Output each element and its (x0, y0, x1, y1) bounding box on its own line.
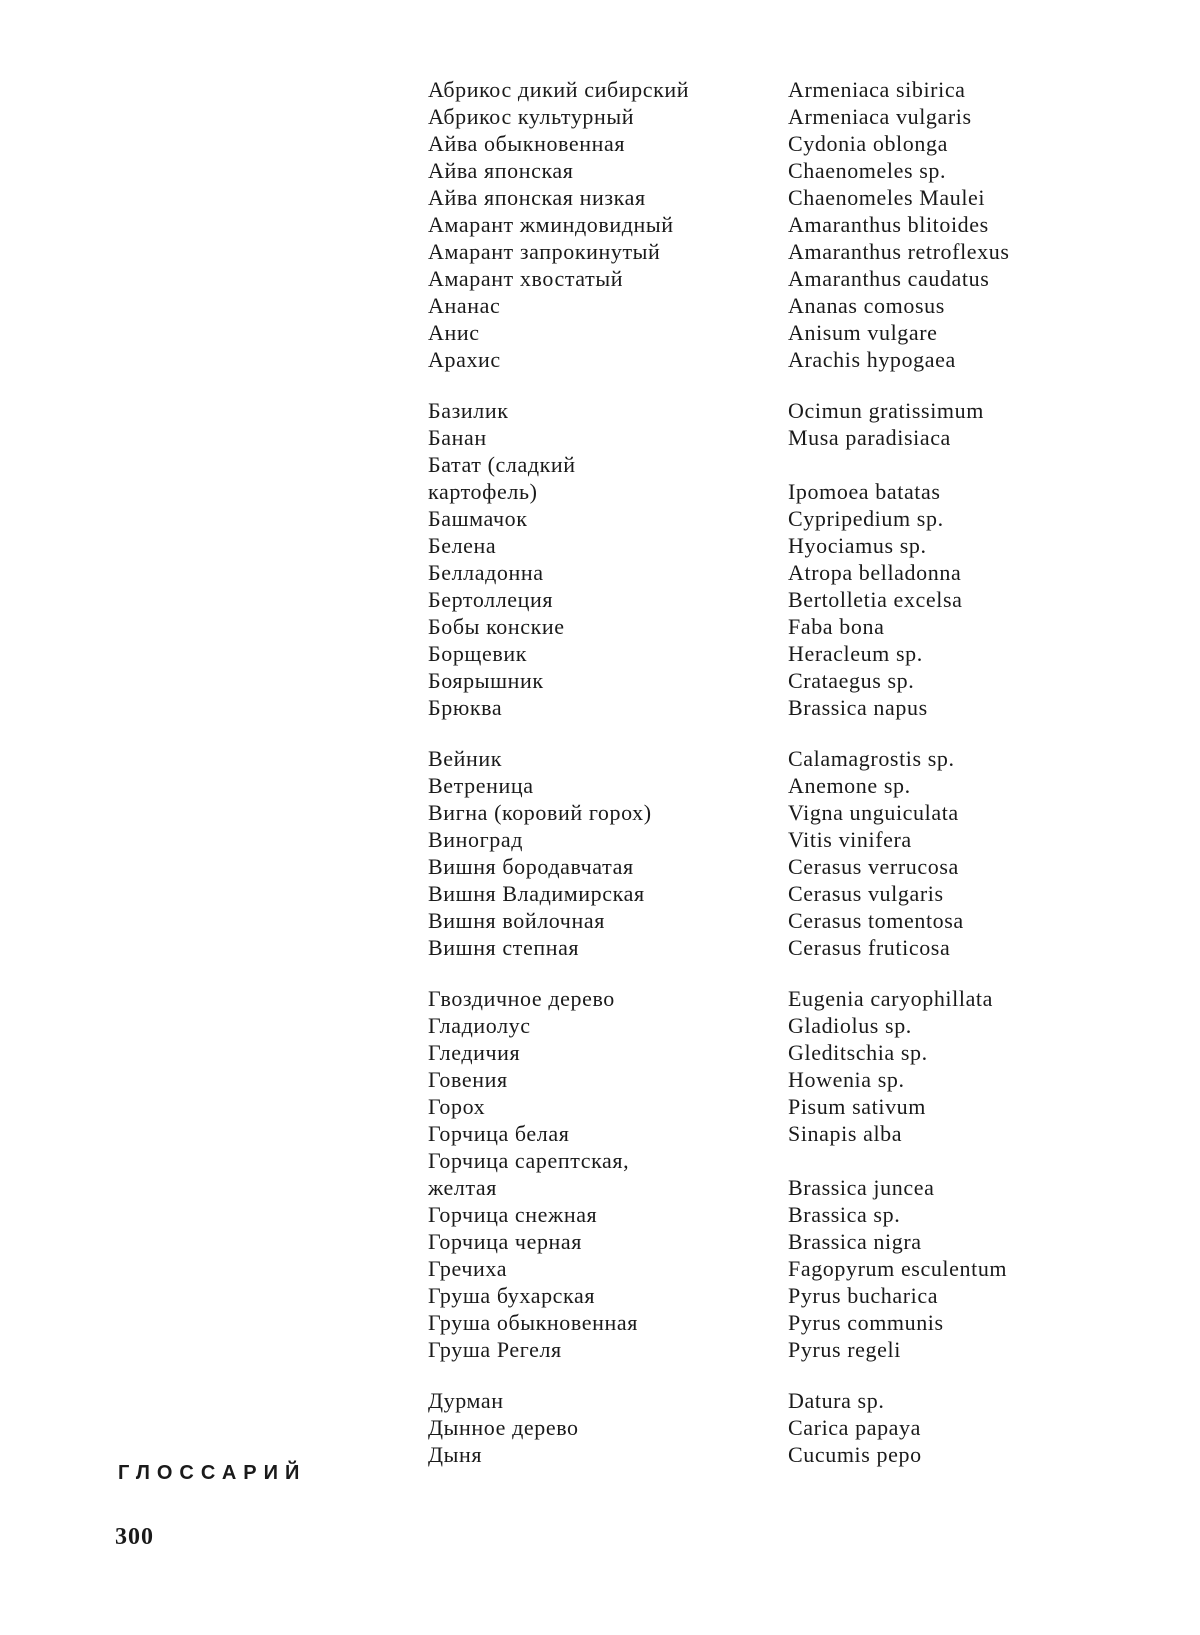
russian-name: Вишня Владимирская (428, 881, 645, 906)
glossary-entry (428, 799, 1128, 826)
glossary-group (428, 985, 1128, 1363)
latin-name: Anemone sp. (788, 773, 911, 798)
latin-name: Armeniaca vulgaris (788, 104, 972, 129)
russian-name: Вейник (428, 746, 503, 771)
glossary-entry (428, 853, 1128, 880)
glossary-entry (428, 346, 1128, 373)
latin-name: Ananas comosus (788, 293, 945, 318)
russian-name: Бертоллеция (428, 587, 554, 612)
glossary-entry (428, 424, 1128, 451)
glossary-entry (428, 1174, 1128, 1201)
latin-name: Pisum sativum (788, 1094, 926, 1119)
glossary-entry (428, 103, 1128, 130)
glossary-entry (428, 1012, 1128, 1039)
russian-name: Абрикос дикий сибирский (428, 77, 690, 102)
glossary-entry (428, 1039, 1128, 1066)
russian-name: Гладиолус (428, 1013, 531, 1038)
russian-name: Бобы конские (428, 614, 565, 639)
glossary-entry (428, 1147, 1128, 1174)
glossary-entry (428, 640, 1128, 667)
latin-name: Heracleum sp. (788, 641, 923, 666)
russian-name: Гречиха (428, 1256, 508, 1281)
glossary-entry (428, 1414, 1128, 1441)
glossary-entry (428, 532, 1128, 559)
russian-name: Горчица черная (428, 1229, 582, 1254)
glossary-list (428, 76, 1128, 1492)
latin-name: Vigna unguiculata (788, 800, 959, 825)
russian-name: Айва японская (428, 158, 574, 183)
latin-name: Anisum vulgare (788, 320, 938, 345)
latin-name: Cydonia oblonga (788, 131, 948, 156)
russian-name: Гвоздичное дерево (428, 986, 615, 1011)
latin-name: Carica papaya (788, 1415, 922, 1440)
latin-name: Brassica nigra (788, 1229, 922, 1254)
latin-name: Datura sp. (788, 1388, 885, 1413)
latin-name: Gladiolus sp. (788, 1013, 912, 1038)
glossary-entry (428, 1066, 1128, 1093)
glossary-entry (428, 586, 1128, 613)
page-number: 300 (115, 1524, 154, 1550)
glossary-entry (428, 985, 1128, 1012)
russian-name: Дыня (428, 1442, 483, 1467)
latin-name: Howenia sp. (788, 1067, 905, 1092)
glossary-entry (428, 1282, 1128, 1309)
latin-name: Cucumis pepo (788, 1442, 922, 1467)
russian-name: Виноград (428, 827, 524, 852)
russian-name: Груша Регеля (428, 1337, 562, 1362)
russian-name: Батат (сладкий (428, 452, 576, 477)
latin-name: Cerasus verrucosa (788, 854, 959, 879)
glossary-group (428, 745, 1128, 961)
russian-name: Ветреница (428, 773, 534, 798)
latin-name: Cerasus tomentosa (788, 908, 964, 933)
latin-name: Vitis vinifera (788, 827, 912, 852)
glossary-entry (428, 478, 1128, 505)
latin-name: Gleditschia sp. (788, 1040, 928, 1065)
glossary-entry (428, 397, 1128, 424)
glossary-entry (428, 745, 1128, 772)
russian-name: Говения (428, 1067, 508, 1092)
russian-name: Гледичия (428, 1040, 521, 1065)
glossary-entry (428, 505, 1128, 532)
latin-name: Bertolletia excelsa (788, 587, 963, 612)
latin-name: Cerasus vulgaris (788, 881, 944, 906)
glossary-entry (428, 1093, 1128, 1120)
glossary-entry (428, 1387, 1128, 1414)
glossary-entry (428, 907, 1128, 934)
latin-name: Cypripedium sp. (788, 506, 944, 531)
russian-name: Базилик (428, 398, 509, 423)
latin-name: Brassica juncea (788, 1175, 935, 1200)
russian-name: Анис (428, 320, 480, 345)
latin-name: Calamagrostis sp. (788, 746, 955, 771)
glossary-entry (428, 1228, 1128, 1255)
glossary-entry (428, 1336, 1128, 1363)
latin-name: Chaenomeles Maulei (788, 185, 986, 210)
russian-name: Амарант запрокинутый (428, 239, 661, 264)
glossary-group (428, 1387, 1128, 1468)
russian-name: Горох (428, 1094, 486, 1119)
russian-name: Амарант хвостатый (428, 266, 624, 291)
latin-name: Faba bona (788, 614, 885, 639)
russian-name: Вишня бородавчатая (428, 854, 634, 879)
latin-name: Pyrus bucharica (788, 1283, 939, 1308)
russian-name: Арахис (428, 347, 501, 372)
glossary-entry (428, 772, 1128, 799)
russian-name: Вигна (коровий горох) (428, 800, 652, 825)
russian-name: Башмачок (428, 506, 528, 531)
glossary-entry (428, 694, 1128, 721)
glossary-entry (428, 76, 1128, 103)
latin-name: Musa paradisiaca (788, 425, 951, 450)
latin-name: Armeniaca sibirica (788, 77, 966, 102)
russian-name: Брюква (428, 695, 503, 720)
russian-name: Дурман (428, 1388, 504, 1413)
glossary-entry (428, 1255, 1128, 1282)
glossary-entry (428, 934, 1128, 961)
latin-name: Eugenia caryophillata (788, 986, 994, 1011)
glossary-entry (428, 184, 1128, 211)
latin-name: Amaranthus caudatus (788, 266, 990, 291)
glossary-entry (428, 451, 1128, 478)
glossary-entry (428, 613, 1128, 640)
latin-name: Hyociamus sp. (788, 533, 927, 558)
latin-name: Ocimun gratissimum (788, 398, 984, 423)
latin-name: Chaenomeles sp. (788, 158, 947, 183)
latin-name: Pyrus communis (788, 1310, 944, 1335)
russian-name: Белена (428, 533, 497, 558)
russian-name: Горчица сарептская, (428, 1148, 630, 1173)
russian-name: Айва обыкновенная (428, 131, 626, 156)
section-title: ГЛОССАРИЙ (118, 1462, 307, 1484)
glossary-entry (428, 1120, 1128, 1147)
russian-name: картофель) (428, 479, 538, 504)
glossary-entry (428, 1201, 1128, 1228)
russian-name: Груша бухарская (428, 1283, 596, 1308)
glossary-entry (428, 292, 1128, 319)
glossary-group (428, 397, 1128, 721)
glossary-entry (428, 667, 1128, 694)
latin-name: Pyrus regeli (788, 1337, 901, 1362)
russian-name: Ананас (428, 293, 501, 318)
latin-name: Brassica napus (788, 695, 928, 720)
glossary-entry (428, 880, 1128, 907)
russian-name: Вишня степная (428, 935, 580, 960)
russian-name: Горчица белая (428, 1121, 570, 1146)
glossary-entry (428, 211, 1128, 238)
russian-name: Белладонна (428, 560, 544, 585)
latin-name: Fagopyrum esculentum (788, 1256, 1008, 1281)
glossary-entry (428, 130, 1128, 157)
russian-name: Груша обыкновенная (428, 1310, 638, 1335)
russian-name: Айва японская низкая (428, 185, 646, 210)
glossary-group (428, 76, 1128, 373)
glossary-entry (428, 319, 1128, 346)
glossary-entry (428, 559, 1128, 586)
russian-name: Горчица снежная (428, 1202, 598, 1227)
glossary-entry (428, 826, 1128, 853)
latin-name: Atropa belladonna (788, 560, 962, 585)
russian-name: Боярышник (428, 668, 544, 693)
glossary-entry (428, 1309, 1128, 1336)
latin-name: Brassica sp. (788, 1202, 901, 1227)
russian-name: Абрикос культурный (428, 104, 635, 129)
latin-name: Arachis hypogaea (788, 347, 956, 372)
russian-name: Дынное дерево (428, 1415, 579, 1440)
latin-name: Amaranthus retroflexus (788, 239, 1010, 264)
latin-name: Sinapis alba (788, 1121, 903, 1146)
latin-name: Ipomoea batatas (788, 479, 941, 504)
russian-name: Борщевик (428, 641, 527, 666)
russian-name: Амарант жминдовидный (428, 212, 674, 237)
glossary-entry (428, 238, 1128, 265)
glossary-entry (428, 265, 1128, 292)
russian-name: желтая (428, 1175, 498, 1200)
glossary-entry (428, 157, 1128, 184)
glossary-entry (428, 1441, 1128, 1468)
latin-name: Amaranthus blitoides (788, 212, 989, 237)
russian-name: Банан (428, 425, 487, 450)
latin-name: Cerasus fruticosa (788, 935, 951, 960)
russian-name: Вишня войлочная (428, 908, 605, 933)
latin-name: Crataegus sp. (788, 668, 915, 693)
